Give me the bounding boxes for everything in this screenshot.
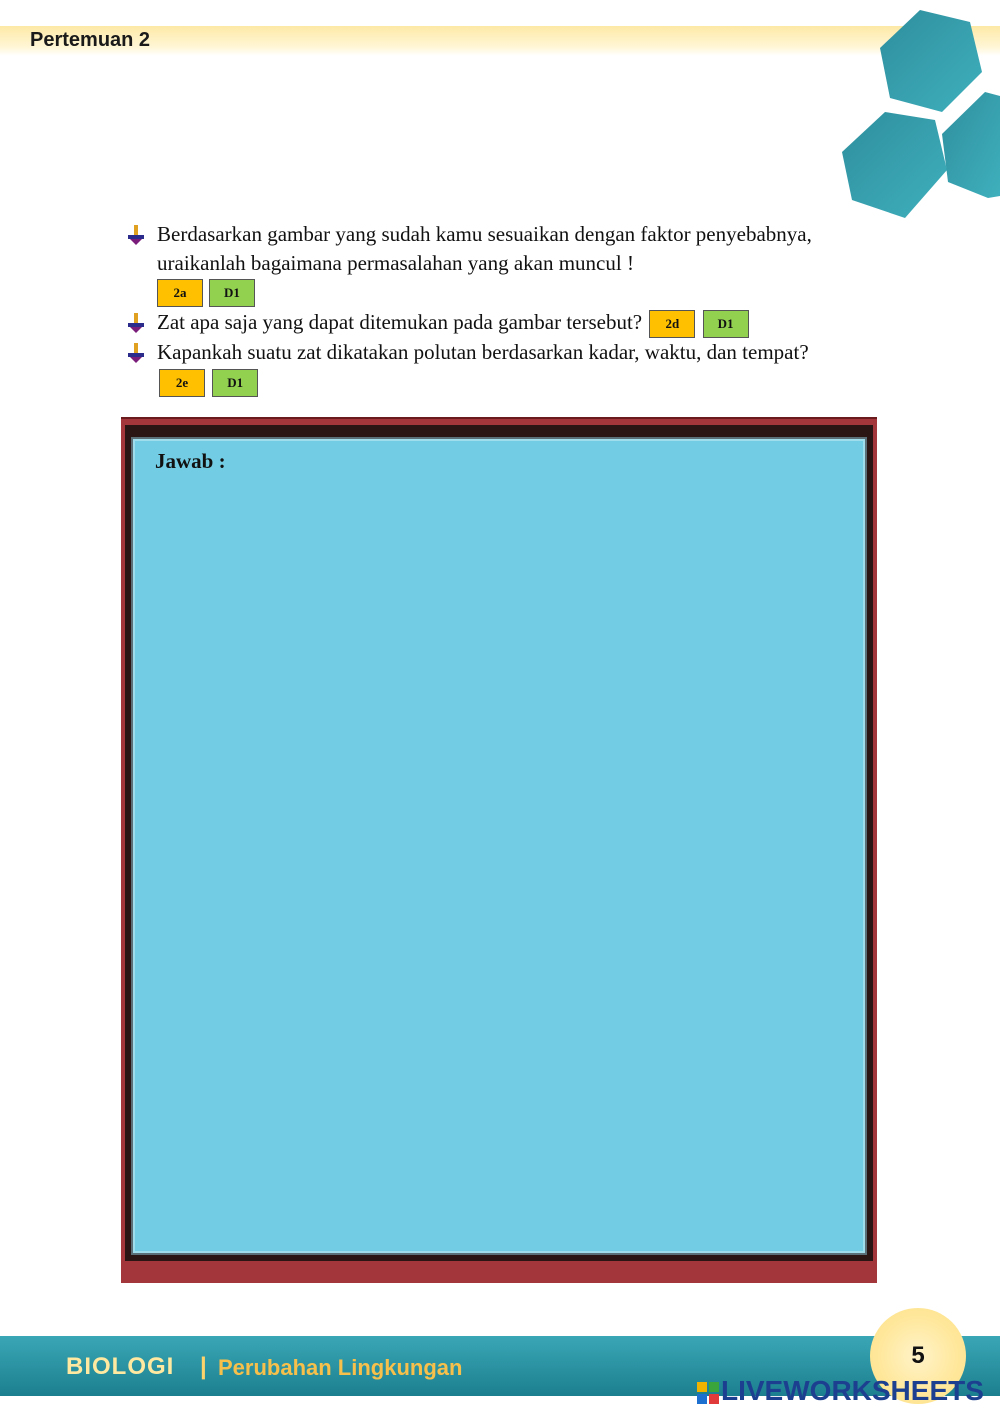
question-list — [125, 220, 845, 397]
dimension-badge: D1 — [212, 369, 258, 397]
dimension-badge: D1 — [703, 310, 749, 338]
indicator-badge: 2a — [157, 279, 203, 307]
question-item — [125, 308, 845, 338]
footer-separator: | — [200, 1353, 207, 1380]
page-number: 5 — [911, 1342, 925, 1369]
hexagon-decoration — [830, 0, 1000, 230]
question-text: Zat apa saja yang dapat ditemukan pada gambar tersebut? — [157, 310, 643, 334]
liveworksheets-logo-icon — [697, 1382, 719, 1404]
indicator-badge: 2e — [159, 369, 205, 397]
answer-input-area[interactable] — [131, 437, 867, 1255]
question-item — [125, 220, 845, 308]
footer-topic: Perubahan Lingkungan — [218, 1355, 463, 1380]
answer-frame — [121, 417, 877, 1283]
question-text: Kapankah suatu zat dikatakan polutan berdasarkan kadar, waktu, dan tempat? — [157, 340, 809, 365]
liveworksheets-brand[interactable]: LIVEWORKSHEETS — [721, 1375, 984, 1406]
question-text: Berdasarkan gambar yang sudah kamu sesuaikan dengan faktor penyebabnya, uraikanlah bagaimana permasalahan yang akan muncul ! — [157, 222, 812, 275]
question-item — [125, 338, 845, 397]
arrow-bullet-icon — [125, 342, 147, 364]
footer-subject: BIOLOGI — [66, 1353, 175, 1380]
badge-row — [155, 278, 845, 308]
page-title: Pertemuan 2 — [30, 29, 151, 51]
arrow-bullet-icon — [125, 224, 147, 246]
indicator-badge: 2d — [649, 310, 695, 338]
arrow-bullet-icon — [125, 312, 147, 334]
dimension-badge: D1 — [209, 279, 255, 307]
answer-label: Jawab : — [155, 449, 226, 473]
